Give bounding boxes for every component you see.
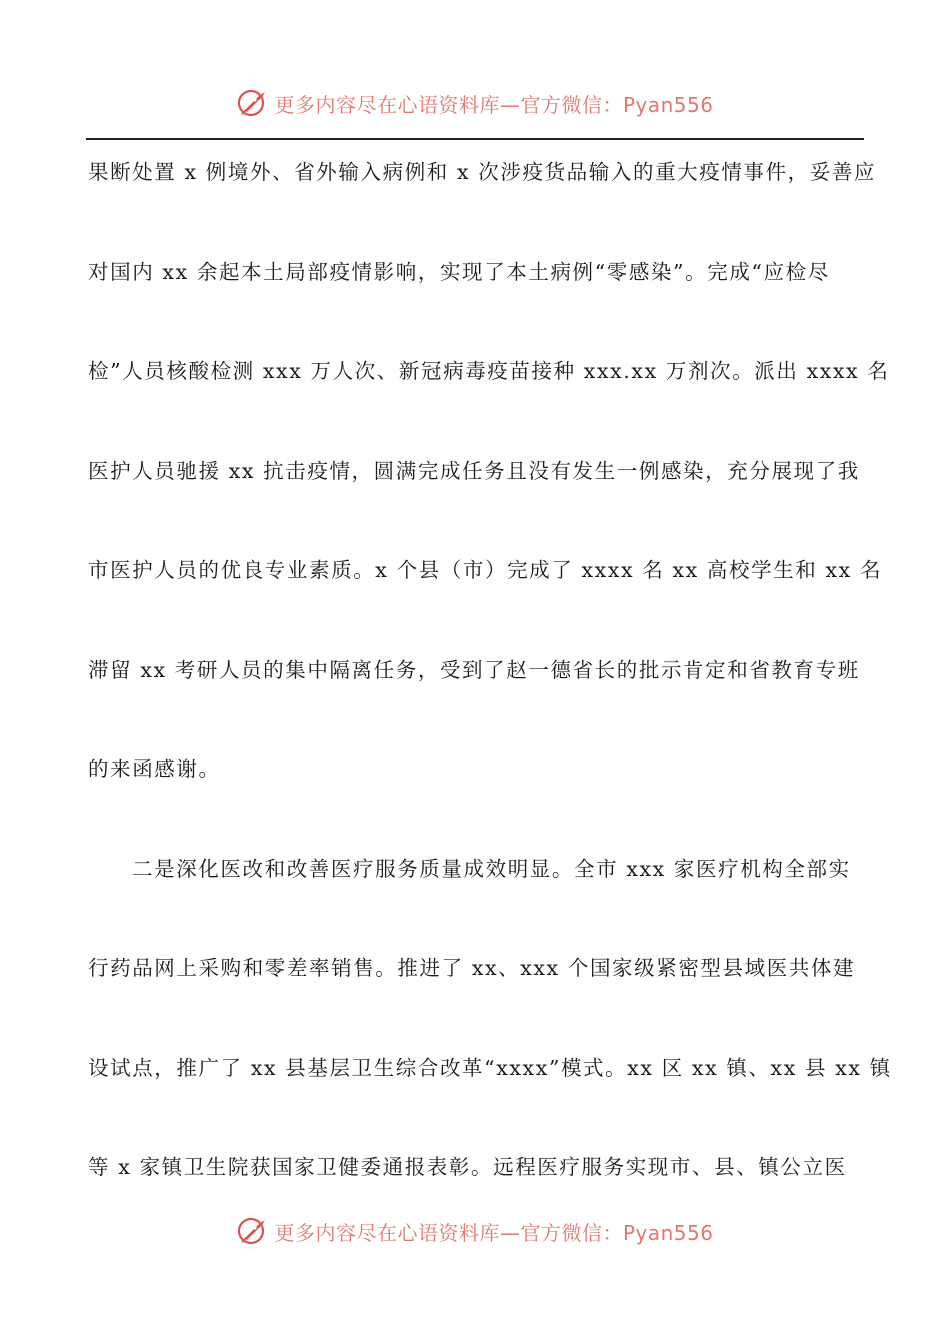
text-line: 的来函感谢。	[88, 757, 221, 781]
paragraph-start-line: 二是深化医改和改善医疗服务质量成效明显。全市 xxx 家医疗机构全部实	[132, 856, 851, 881]
text-line: 市医护人员的优良专业素质。x 个县（市）完成了 xxxx 名 xx 高校学生和 xx 名	[88, 558, 883, 582]
pen-nib-logo-icon	[236, 1214, 270, 1248]
text-line: 检”人员核酸检测 xxx 万人次、新冠病毒疫苗接种 xxx.xx 万剂次。派出 xxxx 名	[88, 359, 890, 383]
text-line: 果断处置 x 例境外、省外输入病例和 x 次涉疫货品输入的重大疫情事件，妥善应	[88, 160, 877, 184]
header-banner	[0, 83, 950, 123]
text-line: 滞留 xx 考研人员的集中隔离任务，受到了赵一德省长的批示肯定和省教育专班	[88, 657, 860, 682]
text-line: 医护人员驰援 xx 抗击疫情，圆满完成任务且没有发生一例感染，充分展现了我	[88, 458, 860, 483]
header-rule	[86, 138, 864, 140]
footer-banner	[0, 1211, 950, 1251]
banner-text: 更多内容尽在心语资料库—官方微信：Pyan556	[274, 92, 714, 117]
banner-text: 更多内容尽在心语资料库—官方微信：Pyan556	[274, 1220, 714, 1245]
text-line: 对国内 xx 余起本土局部疫情影响，实现了本土病例“零感染”。完成“应检尽	[88, 259, 830, 284]
document-body	[88, 150, 892, 1245]
text-line: 等 x 家镇卫生院获国家卫健委通报表彰。远程医疗服务实现市、县、镇公立医	[88, 1155, 847, 1179]
text-line: 行药品网上采购和零差率销售。推进了 xx、xxx 个国家级紧密型县域医共体建	[88, 956, 856, 980]
text-line: 设试点，推广了 xx 县基层卫生综合改革“xxxx”模式。xx 区 xx 镇、xx 县 xx 镇	[88, 1055, 892, 1080]
pen-nib-logo-icon	[236, 86, 270, 120]
